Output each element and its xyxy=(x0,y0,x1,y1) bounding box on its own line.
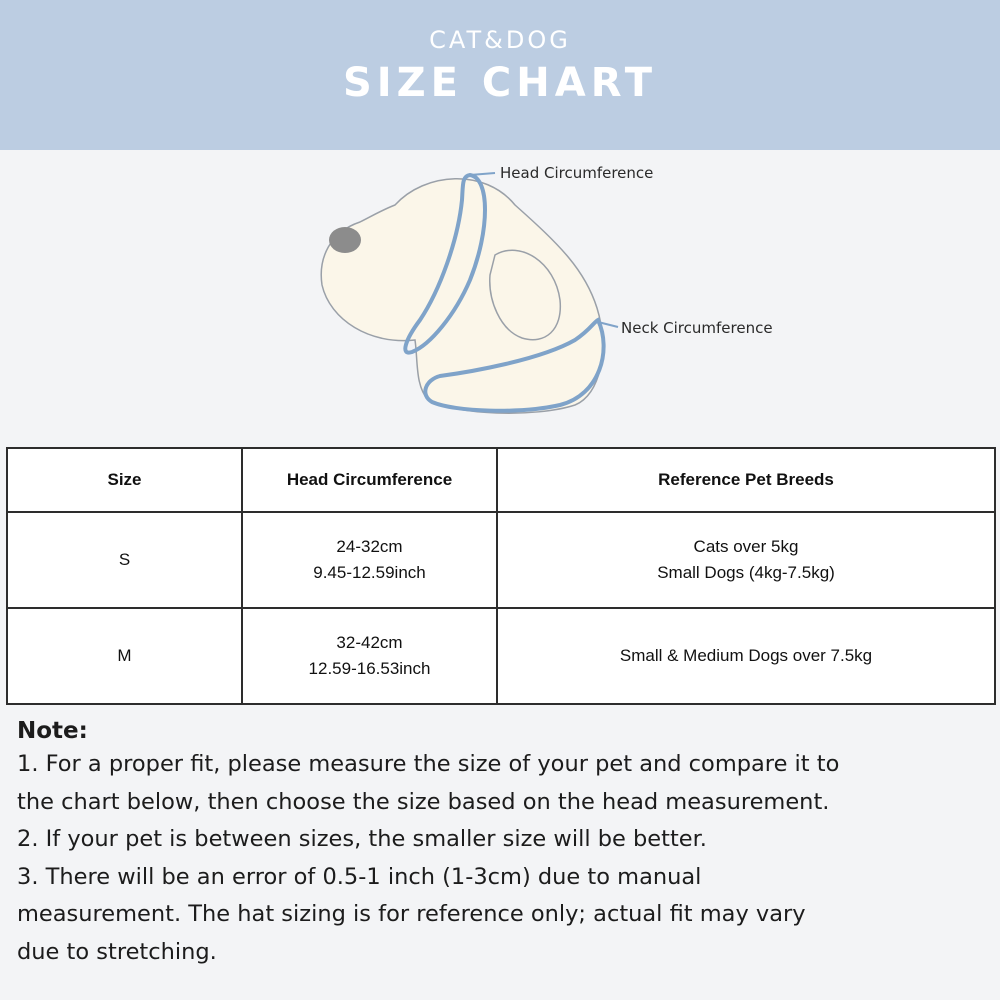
note-section xyxy=(17,718,987,971)
column-header-size: Size xyxy=(7,448,242,512)
head-cm-value: 32-42cm xyxy=(336,633,403,652)
table-header-row xyxy=(7,448,995,512)
breeds-line: Small & Medium Dogs over 7.5kg xyxy=(619,646,873,665)
size-cell: S xyxy=(7,512,242,608)
head-circumference-label: Head Circumference xyxy=(500,164,654,182)
note-line: 3. There will be an error of 0.5-1 inch (1-3cm) due to manual xyxy=(17,863,702,890)
head-circumference-cell xyxy=(242,608,497,704)
table-row xyxy=(7,608,995,704)
head-cm-value: 24-32cm xyxy=(336,537,403,556)
note-line: the chart below, then choose the size based on the head measurement. xyxy=(17,788,830,815)
page-title: SIZE CHART xyxy=(342,60,658,106)
breeds-line: Small Dogs (4kg-7.5kg) xyxy=(657,563,835,582)
column-header-head-circumference: Head Circumference xyxy=(242,448,497,512)
note-line: 1. For a proper fit, please measure the size of your pet and compare it to xyxy=(17,751,840,777)
measurement-diagram xyxy=(0,150,1000,440)
note-line: due to stretching. xyxy=(17,938,217,965)
size-cell: M xyxy=(7,608,242,704)
breeds-line: Cats over 5kg xyxy=(693,537,799,556)
header-banner xyxy=(0,0,1000,150)
neck-circumference-label: Neck Circumference xyxy=(621,319,773,337)
brand-label: CAT&DOG xyxy=(429,26,571,54)
column-header-reference-breeds: Reference Pet Breeds xyxy=(497,448,995,512)
head-circumference-cell xyxy=(242,512,497,608)
table-row xyxy=(7,512,995,608)
breeds-cell xyxy=(497,608,995,704)
breeds-cell xyxy=(497,512,995,608)
head-leader-line xyxy=(470,173,495,175)
dog-head-illustration xyxy=(0,150,1000,440)
head-inch-value: 12.59-16.53inch xyxy=(308,659,431,678)
note-heading: Note: xyxy=(17,718,88,744)
dog-nose xyxy=(329,227,361,253)
note-line: 2. If your pet is between sizes, the smaller size will be better. xyxy=(17,826,707,852)
head-inch-value: 9.45-12.59inch xyxy=(313,563,426,582)
note-line: measurement. The hat sizing is for reference only; actual fit may vary xyxy=(17,901,806,927)
size-table xyxy=(6,447,996,705)
